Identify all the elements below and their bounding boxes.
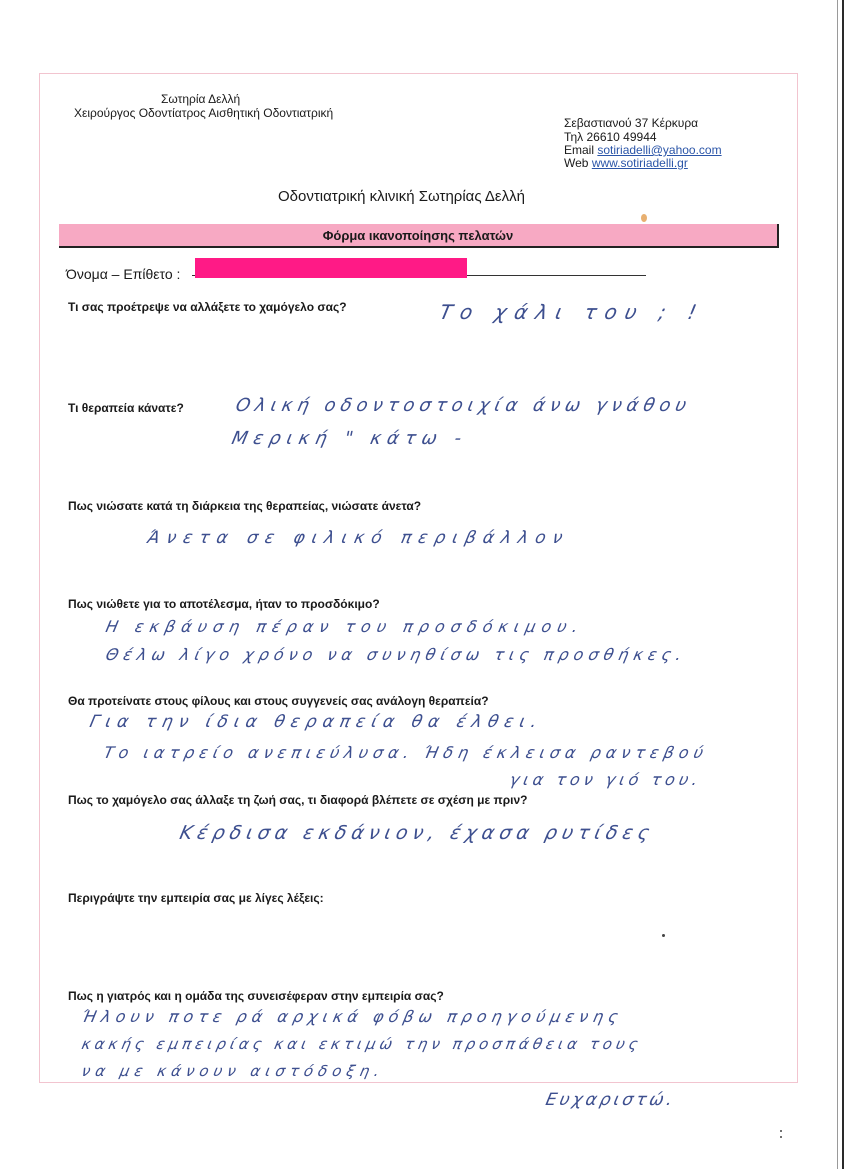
- clinic-title: Οδοντιατρική κλινική Σωτηρίας Δελλή: [278, 188, 525, 205]
- clinic-address: Σεβαστιανού 37 Κέρκυρα: [564, 116, 699, 130]
- scan-edge-shadow: [837, 0, 838, 1169]
- form-title-band: Φόρμα ικανοποίησης πελατών: [59, 224, 779, 248]
- redacted-name: [195, 258, 467, 278]
- answer-comfort-line-1: Άνετα σε φιλικό περιβάλλον: [145, 528, 572, 548]
- answer-recommend-line-2: Το ιατρείο ανεπιεύλυσα. Ήδη έκλεισα ραντεβού: [101, 743, 711, 762]
- question-treatment: Τι θεραπεία κάνατε?: [68, 401, 184, 415]
- answer-result-line-2: Θέλω λίγο χρόνο να συνηθίσω τις προσθήκες.: [103, 645, 689, 664]
- answer-result-line-1: Η εκβάυση πέραν του προσδόκιμου.: [103, 617, 586, 636]
- answer-team-line-3: να με κάνουν αιστόδοξη.: [80, 1062, 387, 1080]
- answer-treatment-line-1: Ολική οδοντοστοιχία άνω γνάθου: [233, 395, 694, 416]
- name-field-label: Όνομα – Επίθετο :: [66, 266, 181, 282]
- email-link[interactable]: sotiriadelli@yahoo.com: [597, 143, 722, 157]
- question-recommend: Θα προτείνατε στους φίλους και στους συγγενείς σας ανάλογη θεραπεία?: [68, 694, 489, 708]
- question-life-change: Πως το χαμόγελο σας άλλαξε τη ζωή σας, τι διαφορά βλέπετε σε σχέση με πριν?: [68, 793, 528, 807]
- question-team: Πως η γιατρός και η ομάδα της συνεισέφεραν στην εμπειρία σας?: [68, 989, 444, 1003]
- scan-speck: [780, 1136, 782, 1138]
- question-result: Πως νιώθετε για το αποτέλεσμα, ήταν το προσδόκιμο?: [68, 597, 380, 611]
- answer-treatment-line-2: Μερική " κάτω -: [229, 428, 470, 449]
- answer-recommend-line-1: Για την ίδια θεραπεία θα έλθει.: [87, 712, 545, 732]
- answer-life-change-line-1: Κέρδισα εκδάνιον, έχασα ρυτίδες: [177, 822, 657, 844]
- doctor-title: Χειρούργος Οδοντίατρος Αισθητική Οδοντιατρική: [74, 106, 334, 120]
- answer-recommend-line-3: για τον γιό του.: [507, 770, 704, 789]
- clinic-phone: Τηλ 26610 49944: [564, 130, 657, 144]
- question-motivation: Τι σας προέτρεψε να αλλάξετε το χαμόγελο σας?: [68, 300, 347, 314]
- clinic-web: Web www.sotiriadelli.gr: [564, 156, 688, 170]
- answer-team-line-2: κακής εμπειρίας και εκτιμώ την προσπάθεια τους: [80, 1035, 644, 1053]
- answer-team-signoff: Ευχαριστώ.: [543, 1090, 678, 1110]
- doctor-name: Σωτηρία Δελλή: [161, 92, 241, 106]
- question-comfort: Πως νιώσατε κατά τη διάρκεια της θεραπείας, νιώσατε άνετα?: [68, 499, 422, 513]
- web-link[interactable]: www.sotiriadelli.gr: [591, 156, 688, 170]
- scan-speck: [780, 1130, 782, 1132]
- clinic-email: Email sotiriadelli@yahoo.com: [564, 143, 722, 157]
- scan-edge: [842, 0, 844, 1169]
- answer-motivation-line-1: Το χάλι του ; !: [437, 300, 707, 324]
- question-experience: Περιγράψτε την εμπειρία σας με λίγες λέξεις:: [68, 891, 324, 905]
- ink-dot: [662, 934, 665, 937]
- ink-smudge: [641, 214, 647, 222]
- answer-team-line-1: Ήλουν ποτε ρά αρχικά φόβω προηγούμενης: [79, 1007, 625, 1026]
